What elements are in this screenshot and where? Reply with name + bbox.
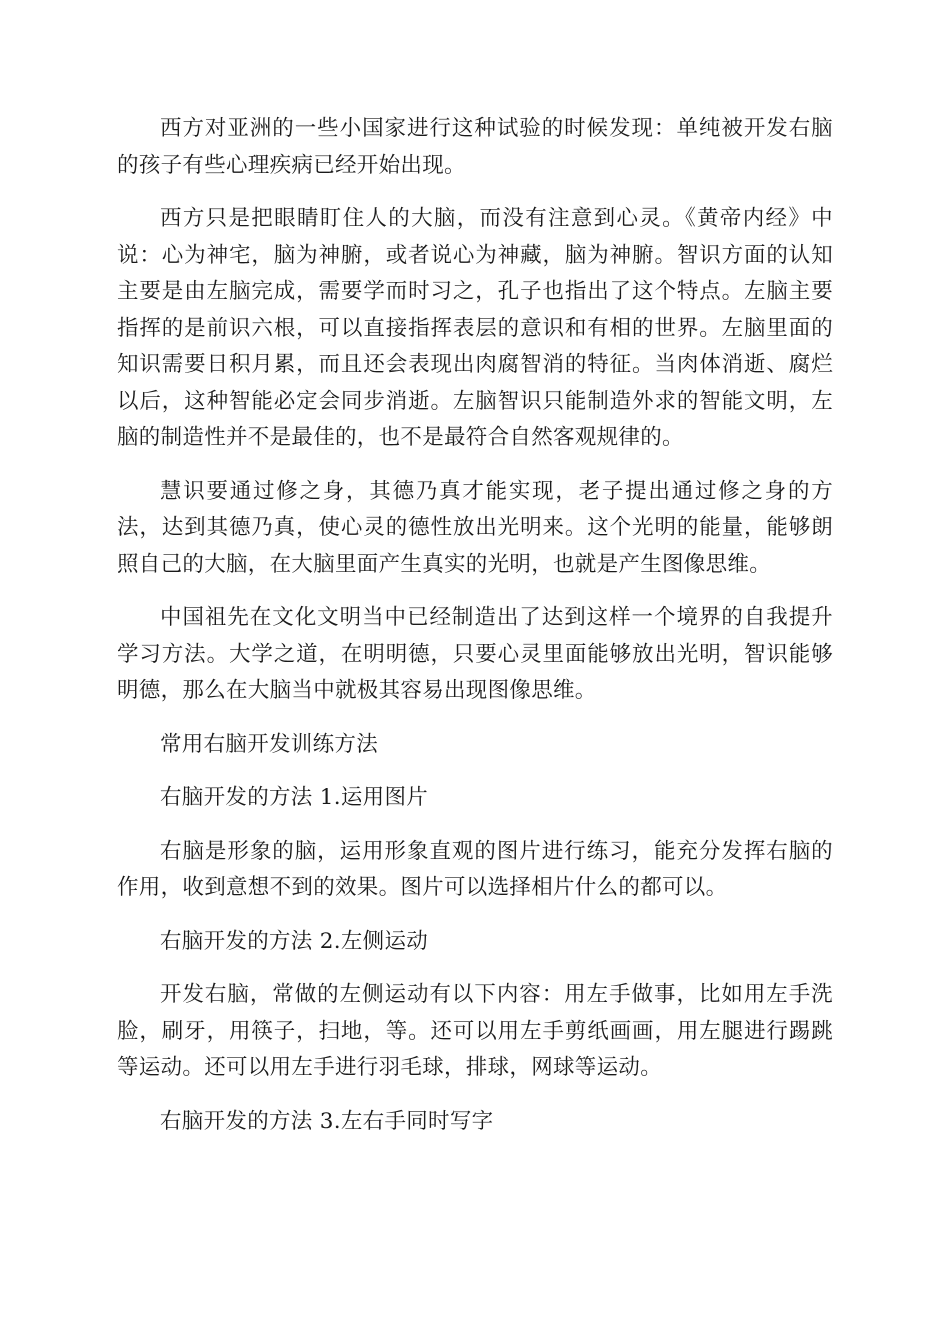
paragraph-ancestral-method: 中国祖先在文化文明当中已经制造出了达到这样一个境界的自我提升学习方法。大学之道，在明明德，只要心灵里面能够放出光明，智识能够明德，那么在大脑当中就极其容易出现图像思维。 [117,605,833,703]
paragraph-right-brain-experiment: 西方对亚洲的一些小国家进行这种试验的时候发现：单纯被开发右脑的孩子有些心理疾病已经开始出现。 [117,116,833,178]
method-2-body: 开发右脑，常做的左侧运动有以下内容：用左手做事，比如用左手洗脸，刷牙，用筷子，扫地，等。还可以用左手剪纸画画，用左腿进行踢跳等运动。还可以用左手进行羽毛球，排球，网球等运动。 [117,982,833,1080]
method-2-heading: 右脑开发的方法 2.左侧运动 [160,928,429,954]
section-heading-training-methods: 常用右脑开发训练方法 [160,731,379,757]
method-1-body: 右脑是形象的脑，运用形象直观的图片进行练习，能充分发挥右脑的作用，收到意想不到的效果。图片可以选择相片什么的都可以。 [117,838,833,900]
document-page [117,111,833,1157]
paragraph-heart-and-brain: 西方只是把眼睛盯住人的大脑，而没有注意到心灵。《黄帝内经》中说：心为神宅，脑为神腑，或者说心为神藏，脑为神腑。智识方面的认知主要是由左脑完成，需要学而时习之，孔子也指出了这个特点。左脑主要指挥的是前识六根，可以直接指挥表层的意识和有相的世界。左脑里面的知识需要日积月累，而且还会表现出肉腐智消的特征。当肉体消逝、腐烂以后，这种智能必定会同步消逝。左脑智识只能制造外求的智能文明，左脑的制造性并不是最佳的，也不是最符合自然客观规律的。 [117,206,833,450]
method-1-heading: 右脑开发的方法 1.运用图片 [160,785,429,810]
method-3-heading: 右脑开发的方法 3.左右手同时写字 [160,1108,494,1134]
paragraph-wisdom-cultivation: 慧识要通过修之身，其德乃真才能实现，老子提出通过修之身的方法，达到其德乃真，使心灵的德性放出光明来。这个光明的能量，能够朗照自己的大脑，在大脑里面产生真实的光明，也就是产生图像思维。 [117,478,833,577]
